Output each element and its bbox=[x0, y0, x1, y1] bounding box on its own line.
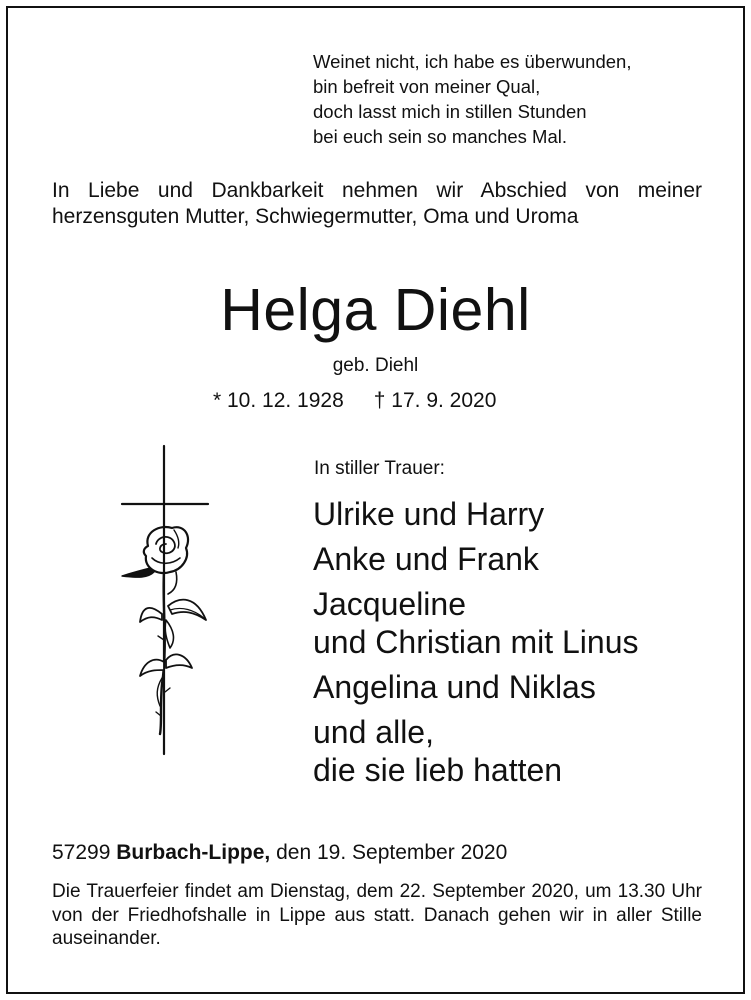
poem-line: bin befreit von meiner Qual, bbox=[313, 76, 541, 97]
mourner-entry bbox=[313, 540, 638, 578]
cross-with-rose-icon bbox=[118, 444, 212, 756]
poem-line: bei euch sein so manches Mal. bbox=[313, 126, 567, 147]
mourner-line: Jacqueline bbox=[313, 586, 466, 622]
mourners-list bbox=[313, 495, 638, 796]
grief-label: In stiller Trauer: bbox=[314, 458, 445, 479]
mourner-line: Ulrike und Harry bbox=[313, 496, 545, 532]
mourner-line: Angelina und Niklas bbox=[313, 669, 596, 705]
poem-line: doch lasst mich in stillen Stunden bbox=[313, 101, 587, 122]
death-date: † 17. 9. 2020 bbox=[373, 389, 497, 412]
mourner-line: und alle, bbox=[313, 714, 434, 750]
mourner-line: die sie lieb hatten bbox=[313, 752, 563, 788]
mourner-line: Anke und Frank bbox=[313, 541, 539, 577]
mourner-line: und Christian mit Linus bbox=[313, 624, 639, 660]
mourner-entry bbox=[313, 585, 638, 661]
mourner-entry bbox=[313, 668, 638, 706]
birth-date: * 10. 12. 1928 bbox=[213, 389, 344, 412]
mourner-entry bbox=[313, 495, 638, 533]
life-dates bbox=[213, 388, 496, 414]
announcement-date: den 19. September 2020 bbox=[276, 841, 508, 864]
poem bbox=[313, 49, 631, 149]
funeral-notice: Die Trauerfeier findet am Dienstag, dem 22. September 2020, um 13.30 Uhr von der Friedhofshalle in Lippe aus statt. Danach gehen wir in aller Stille auseinander. bbox=[52, 881, 702, 949]
town: Burbach-Lippe, bbox=[116, 841, 271, 864]
poem-line: Weinet nicht, ich habe es überwunden, bbox=[313, 51, 632, 72]
place-and-date bbox=[52, 840, 507, 866]
mourner-entry bbox=[313, 713, 638, 789]
postcode: 57299 bbox=[52, 841, 111, 864]
deceased-name: Helga Diehl bbox=[220, 277, 531, 343]
maiden-name: geb. Diehl bbox=[332, 355, 419, 376]
farewell-intro: In Liebe und Dankbarkeit nehmen wir Abschied von meiner herzensguten Mutter, Schwiegermutter, Oma und Uroma bbox=[52, 179, 702, 228]
